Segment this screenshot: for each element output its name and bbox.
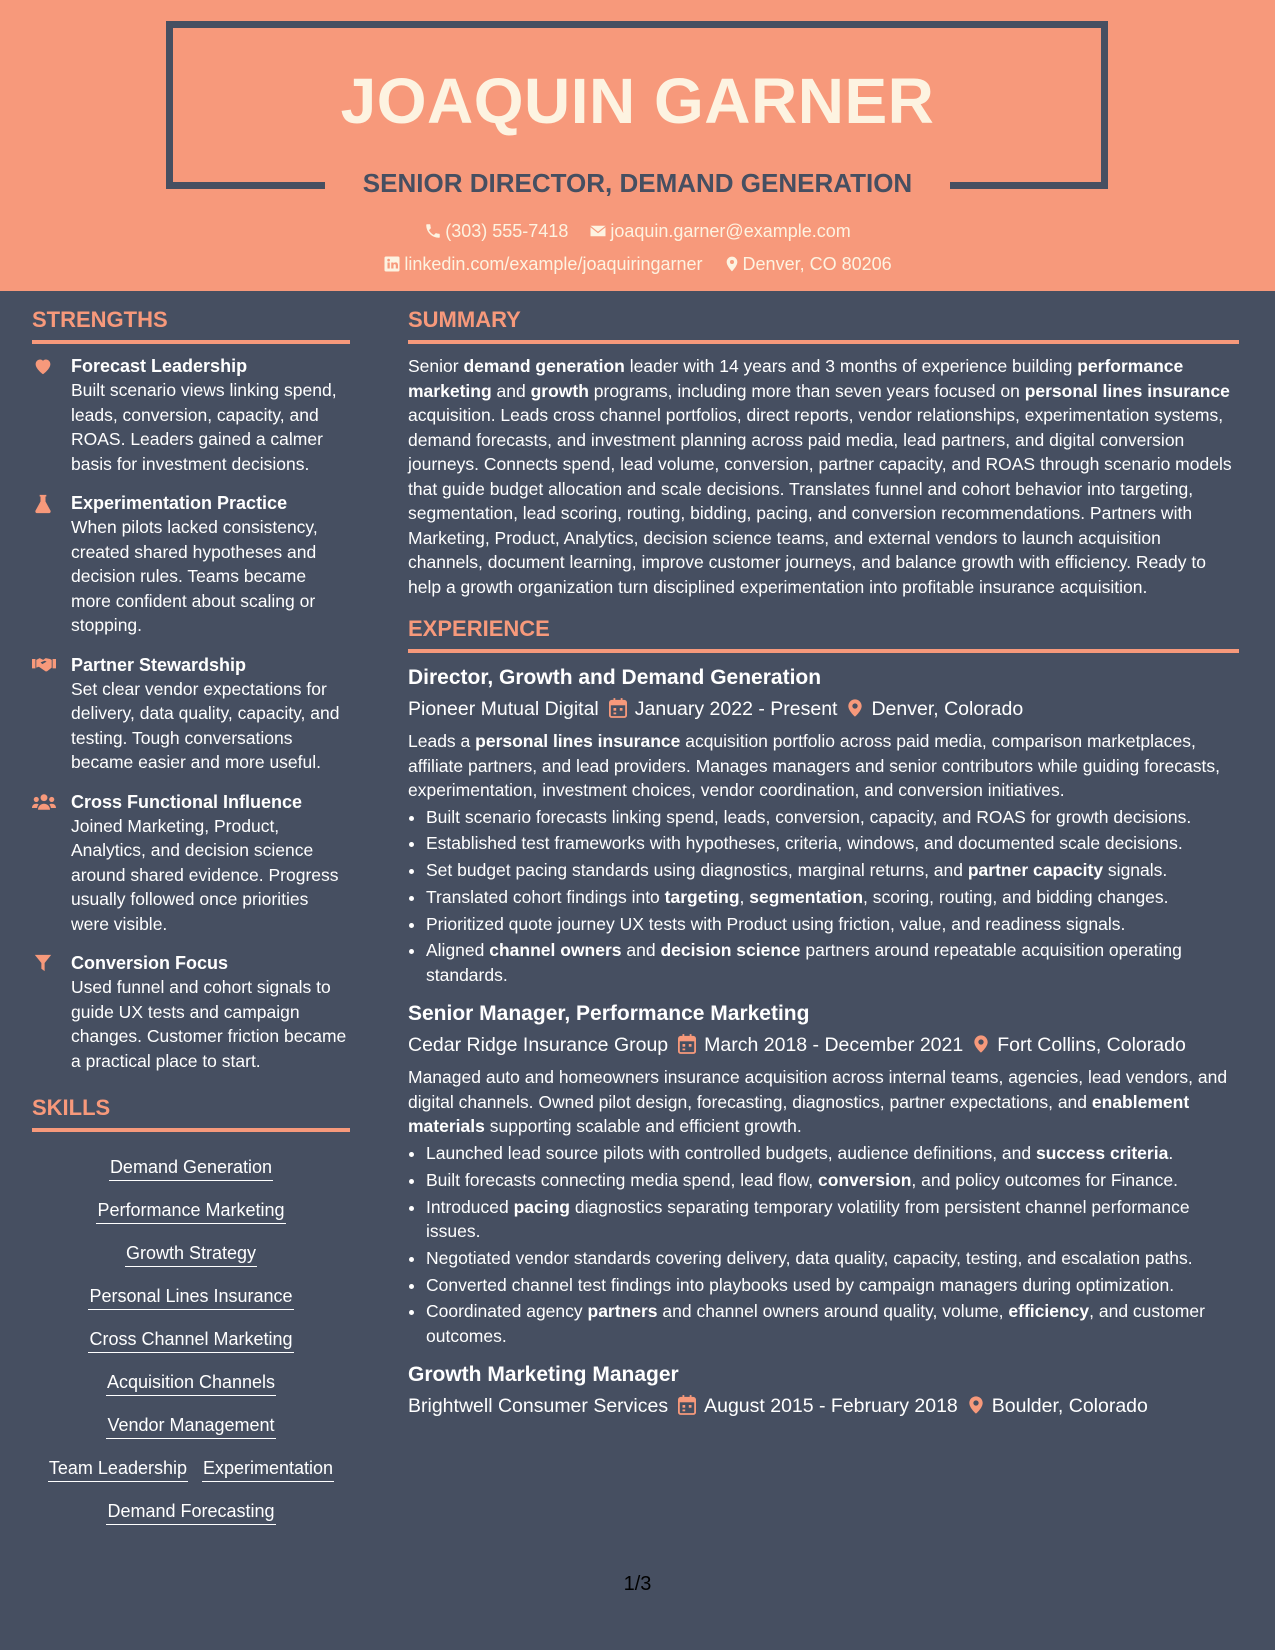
email-contact[interactable] <box>589 218 850 244</box>
list-item: • Established test frameworks with hypotheses, criteria, windows, and documented scale decisions. <box>426 831 1239 856</box>
skill-tag: Performance Marketing <box>96 1198 285 1224</box>
skill-tag: Experimentation <box>202 1456 334 1482</box>
list-item: • Negotiated vendor standards covering delivery, data quality, capacity, testing, and escalation paths. <box>426 1246 1239 1271</box>
candidate-name: JOAQUIN GARNER <box>340 65 935 137</box>
job-company: Brightwell Consumer Services <box>408 1395 669 1418</box>
strengths-heading: STRENGTHS <box>32 300 350 344</box>
list-item: • Aligned channel owners and decision science partners around repeatable acquisition operating standards. <box>426 938 1239 987</box>
skill-tag: Demand Generation <box>109 1155 273 1181</box>
skill-tag: Cross Channel Marketing <box>88 1327 293 1353</box>
strength-title: Conversion Focus <box>71 953 229 973</box>
map-pin-icon <box>968 1395 984 1415</box>
strength-title: Experimentation Practice <box>71 493 288 513</box>
right-column <box>408 300 1239 1434</box>
linkedin-icon <box>383 255 401 273</box>
list-item: • Prioritized quote journey UX tests with Product using friction, value, and readiness signals. <box>426 912 1239 937</box>
list-item: • Introduced pacing diagnostics separating temporary volatility from persistent channel performance issues. <box>426 1195 1239 1244</box>
strength-desc: Set clear vendor expectations for delivery, data quality, capacity, and testing. Tough conversations became easier and more useful. <box>71 678 340 772</box>
header-band <box>0 0 1275 291</box>
job-title: Growth Marketing Manager <box>408 1363 679 1387</box>
location-text: Denver, CO 80206 <box>742 254 892 274</box>
job-meta <box>408 693 1239 725</box>
strength-item <box>32 790 350 937</box>
strength-title: Forecast Leadership <box>71 356 248 376</box>
job-location: Boulder, Colorado <box>991 1395 1148 1418</box>
job-bullets <box>408 805 1239 988</box>
left-column <box>32 300 350 1533</box>
job-meta <box>408 1390 1239 1422</box>
list-item: • Set budget pacing standards using diagnostics, marginal returns, and partner capacity signals. <box>426 858 1239 883</box>
strength-item <box>32 491 350 638</box>
strength-item <box>32 951 350 1073</box>
strength-title: Cross Functional Influence <box>71 791 303 812</box>
job-location: Fort Collins, Colorado <box>997 1034 1186 1057</box>
skill-tag: Team Leadership <box>48 1456 188 1482</box>
flask-icon <box>32 494 54 519</box>
contact-row-1 <box>0 218 1275 244</box>
job-description: Managed auto and homeowners insurance acquisition across internal teams, agencies, lead vendors, and digital channels. Owned pilot design, forecasting, diagnostics, partner expectations, and enablement materials supporting scalable and efficient growth. <box>408 1067 1228 1137</box>
contact-row-2 <box>0 251 1275 277</box>
skill-tag: Personal Lines Insurance <box>88 1284 293 1310</box>
skill-tag: Acquisition Channels <box>106 1370 276 1396</box>
strength-desc: Built scenario views linking spend, leads, conversion, capacity, and ROAS. Leaders gained a calmer basis for investment decisions. <box>71 380 337 474</box>
envelope-icon <box>589 222 607 240</box>
skills-list <box>32 1142 350 1533</box>
skill-tag: Demand Forecasting <box>106 1499 275 1525</box>
linkedin-text: linkedin.com/example/joaquiringarner <box>404 254 703 274</box>
linkedin-contact[interactable] <box>383 251 702 277</box>
calendar-icon <box>678 1034 696 1054</box>
job-location: Denver, Colorado <box>871 698 1024 720</box>
job-entry <box>408 999 1239 1348</box>
job-entry <box>408 663 1239 987</box>
job-company: Cedar Ridge Insurance Group <box>408 1034 669 1057</box>
job-description: Leads a personal lines insurance acquisition portfolio across paid media, comparison marketplaces, affiliate partners, and lead providers. Manages managers and senior contributors while guiding forecasts, experimentation, investment choices, vendor coordination, and conversion initiatives. <box>408 731 1220 800</box>
strength-item <box>32 653 350 775</box>
strength-desc: When pilots lacked consistency, created shared hypotheses and decision rules. Teams became more confident about scaling or stopping. <box>71 517 318 635</box>
job-title: Director, Growth and Demand Generation <box>408 666 822 689</box>
job-meta <box>408 1029 1239 1061</box>
calendar-icon <box>609 698 627 718</box>
job-entry <box>408 1360 1239 1422</box>
calendar-icon <box>678 1395 696 1415</box>
list-item: • Built scenario forecasts linking spend, leads, conversion, capacity, and ROAS for growth decisions. <box>426 805 1239 830</box>
strength-item <box>32 354 350 476</box>
heart-icon <box>32 357 54 380</box>
job-title: Senior Manager, Performance Marketing <box>408 1002 810 1026</box>
list-item: • Translated cohort findings into targeting, segmentation, scoring, routing, and bidding changes. <box>426 885 1239 910</box>
page-number: 1/3 <box>623 1573 652 1595</box>
experience-heading: EXPERIENCE <box>408 609 1239 653</box>
strength-title: Partner Stewardship <box>71 654 247 675</box>
candidate-title: SENIOR DIRECTOR, DEMAND GENERATION <box>362 168 913 198</box>
phone-text: (303) 555-7418 <box>445 221 569 241</box>
filter-icon <box>32 954 54 977</box>
map-pin-icon <box>724 255 740 273</box>
users-icon <box>32 793 54 816</box>
map-pin-icon <box>973 1034 989 1054</box>
handshake-icon <box>32 656 54 679</box>
list-item: • Coordinated agency partners and channel owners around quality, volume, efficiency, and customer outcomes. <box>426 1299 1239 1348</box>
strength-desc: Joined Marketing, Product, Analytics, and decision science around shared evidence. Progress usually followed once priorities were visible. <box>71 815 339 934</box>
location-contact <box>724 251 892 277</box>
strength-desc: Used funnel and cohort signals to guide UX tests and campaign changes. Customer friction became a practical place to start. <box>71 977 347 1071</box>
job-dates: January 2022 - Present <box>634 698 838 720</box>
list-item: • Converted channel test findings into playbooks used by campaign managers during optimization. <box>426 1273 1239 1298</box>
job-dates: August 2015 - February 2018 <box>704 1395 958 1418</box>
job-dates: March 2018 - December 2021 <box>704 1034 964 1057</box>
list-item: • Built forecasts connecting media spend, lead flow, conversion, and policy outcomes for Finance. <box>426 1168 1239 1193</box>
summary-heading: SUMMARY <box>408 300 1239 344</box>
phone-icon <box>424 222 442 240</box>
skills-heading: SKILLS <box>32 1088 350 1132</box>
map-pin-icon <box>847 698 863 718</box>
skill-tag: Growth Strategy <box>125 1241 257 1267</box>
job-company: Pioneer Mutual Digital <box>408 698 599 720</box>
job-bullets <box>408 1141 1239 1348</box>
list-item: • Launched lead source pilots with controlled budgets, audience definitions, and success criteria. <box>426 1141 1239 1166</box>
summary-text: Senior demand generation leader with 14 years and 3 months of experience building performance marketing and growth programs, including more than seven years focused on personal lines insurance acquisition. Leads cross channel portfolios, direct reports, vendor relationships, experimentation systems, demand forecasts, and investment planning across paid media, lead partners, and digital conversion journeys. Connects spend, lead volume, conversion, partner capacity, and ROAS through scenario models that guide budget allocation and scale decisions. Translates funnel and cohort behavior into targeting, segmentation, lead scoring, routing, bidding, pacing, and conversion recommendations. Partners with Marketing, Product, Analytics, decision science teams, and external vendors to launch acquisition channels, document learning, improve customer journeys, and balance growth with efficiency. Ready to help a growth organization turn disciplined experimentation into profitable insurance acquisition. <box>408 356 1232 597</box>
email-text: joaquin.garner@example.com <box>610 221 851 241</box>
phone-contact[interactable] <box>424 218 568 244</box>
skill-tag: Vendor Management <box>106 1413 275 1439</box>
